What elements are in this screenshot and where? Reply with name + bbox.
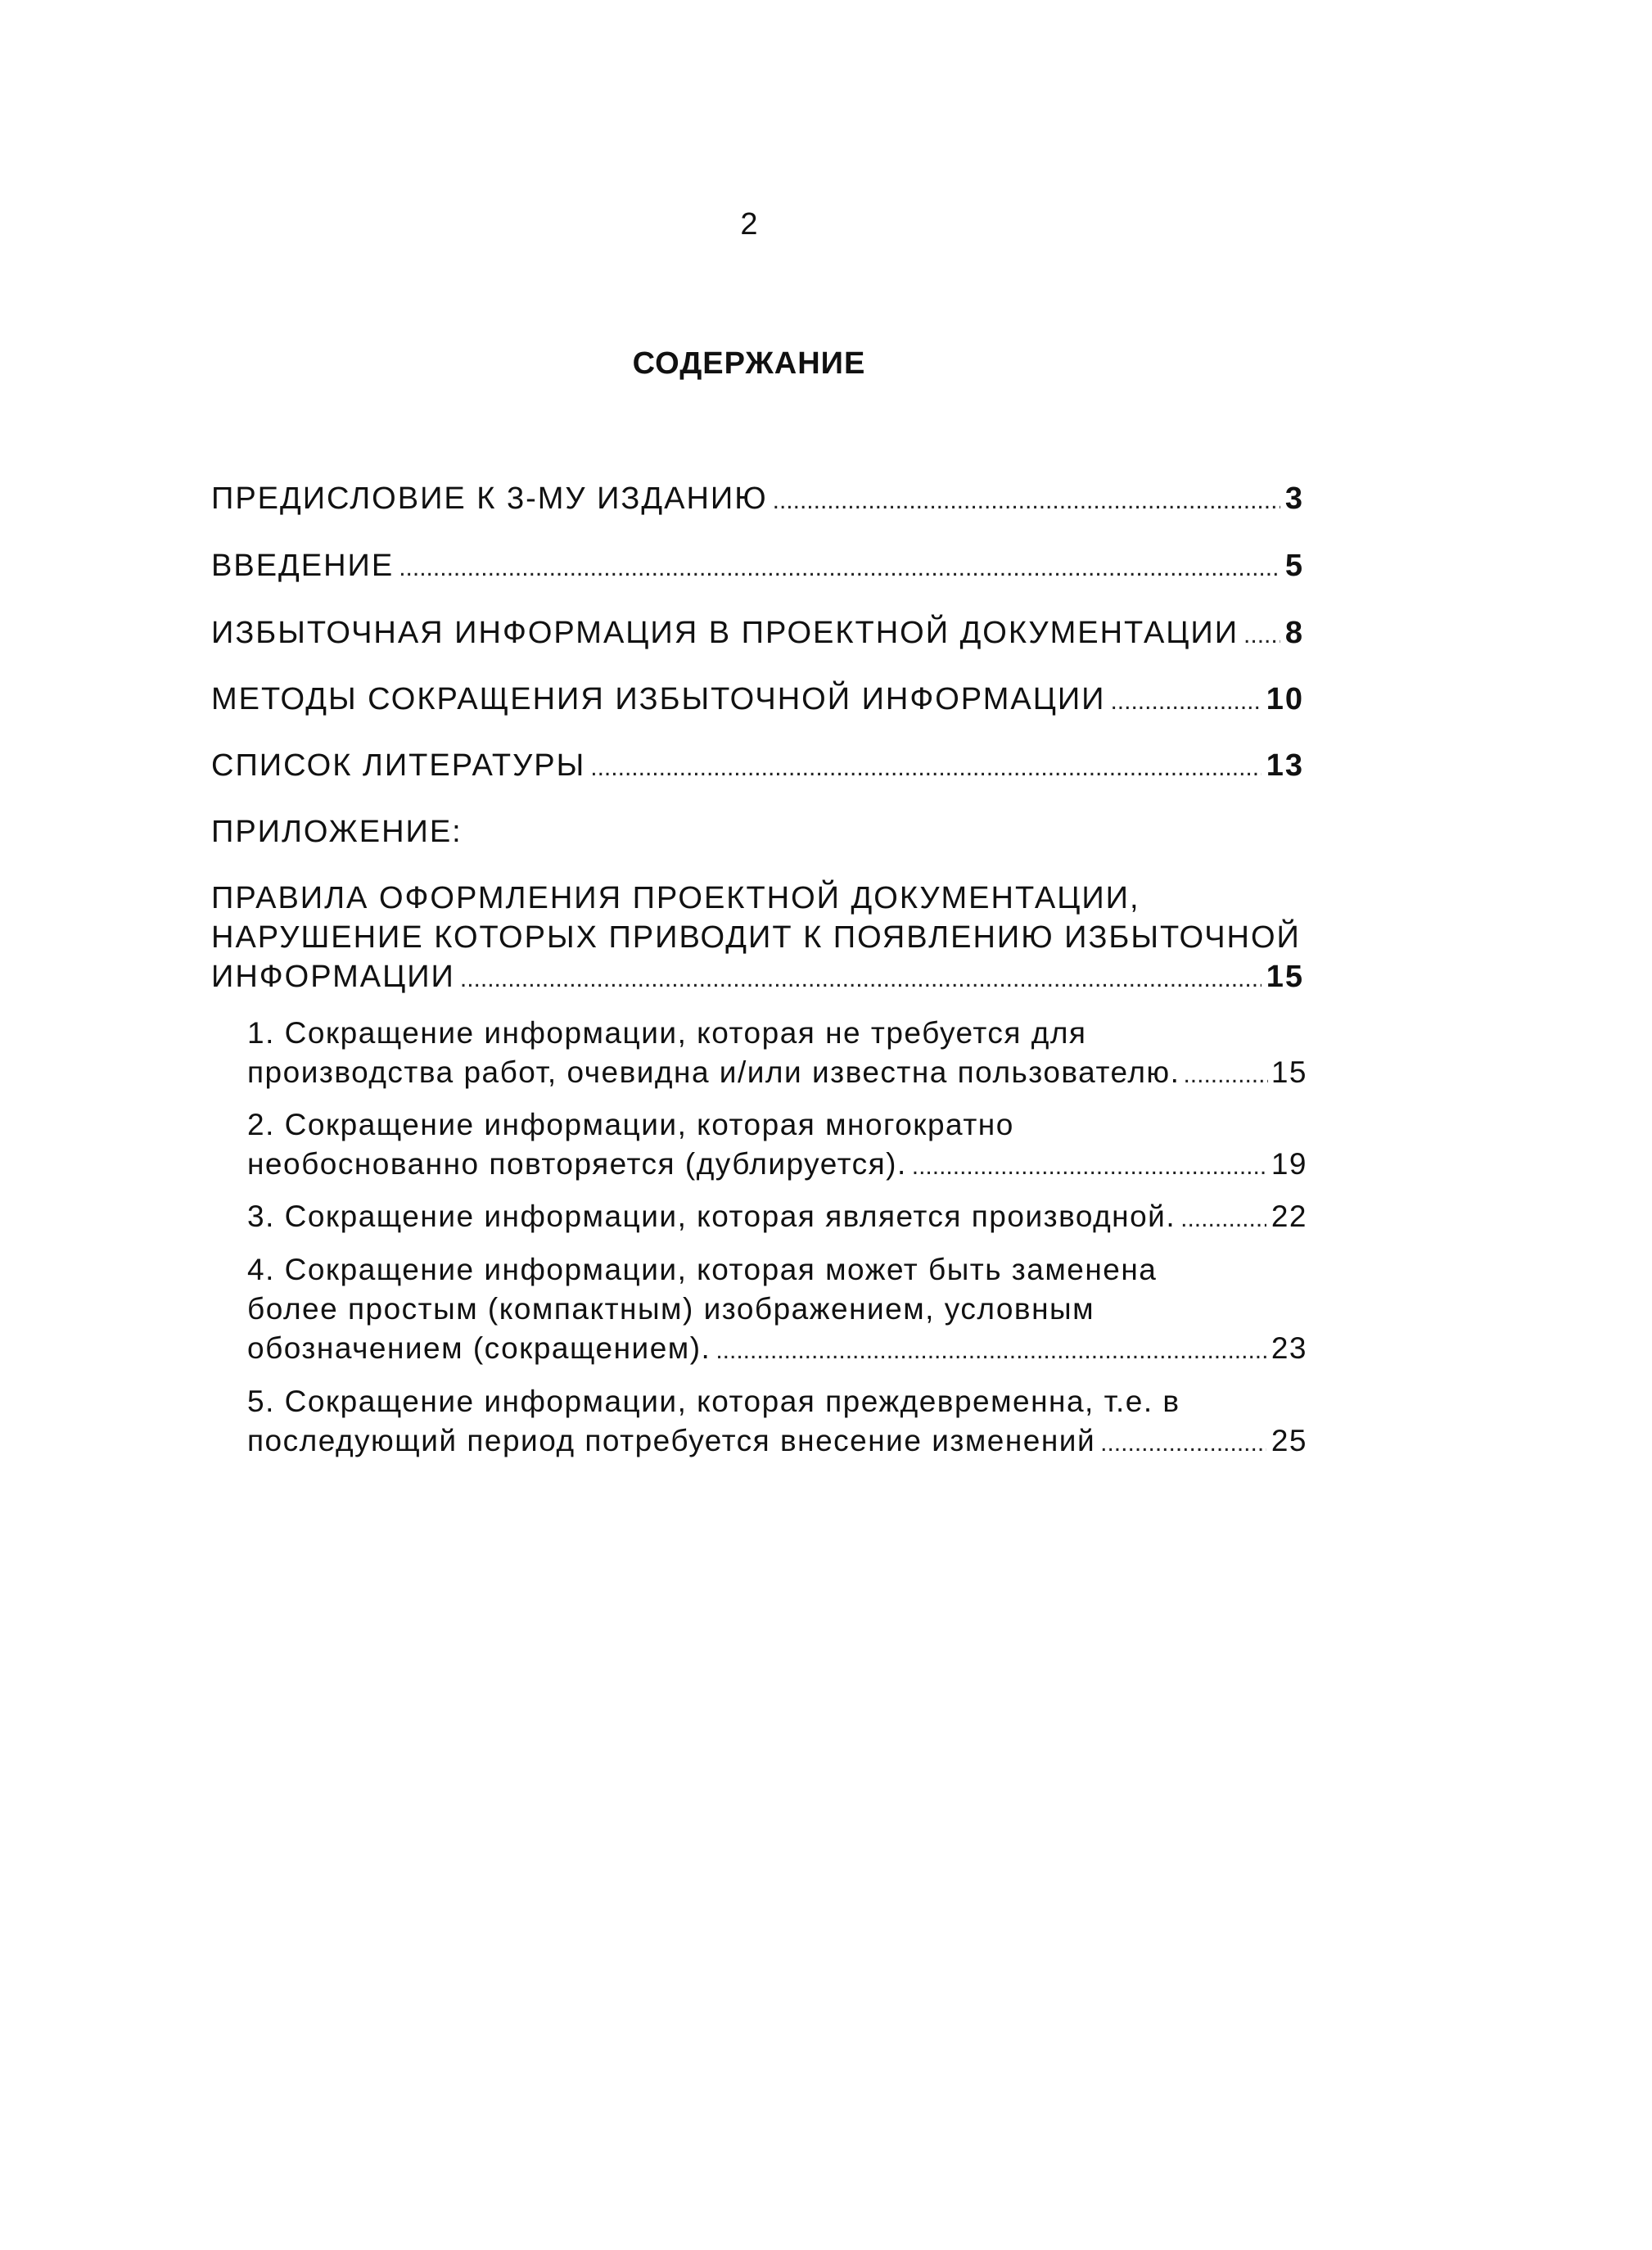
toc-subentry-text: 2. Сокращение информации, которая многократно xyxy=(247,1108,1014,1141)
toc-entry-introduction xyxy=(211,546,1304,588)
toc-subentry-text: необоснованно повторяется (дублируется). xyxy=(247,1147,907,1181)
dot-leader xyxy=(912,1145,1266,1186)
toc-entry-text: ПРЕДИСЛОВИЕ К 3-МУ ИЗДАНИЮ xyxy=(211,481,768,516)
toc-subentry-text: более простым (компактным) изображением, условным xyxy=(247,1292,1095,1326)
toc-subentry-text: 1. Сокращение информации, которая не требуется для xyxy=(247,1016,1087,1050)
dot-leader xyxy=(715,1329,1266,1371)
toc-entry-rules xyxy=(211,879,1304,999)
dot-leader xyxy=(1183,1053,1267,1095)
toc-entry-text: ИНФОРМАЦИИ xyxy=(211,960,455,994)
toc-entry-text: ПРИЛОЖЕНИЕ: xyxy=(211,815,463,849)
toc-entry-page: 10 xyxy=(1266,682,1304,716)
toc-subentry-1 xyxy=(247,1014,1307,1095)
toc-subentry-text: последующий период потребуется внесение изменений xyxy=(247,1424,1096,1457)
toc-subentry-page: 25 xyxy=(1271,1424,1307,1457)
toc-entry-text: ПРАВИЛА ОФОРМЛЕНИЯ ПРОЕКТНОЙ ДОКУМЕНТАЦИИ, xyxy=(211,881,1140,915)
dot-leader xyxy=(1100,1421,1266,1463)
toc-entry-page: 8 xyxy=(1284,616,1304,650)
dot-leader xyxy=(773,479,1280,521)
toc-entry-text: ВВЕДЕНИЕ xyxy=(211,549,395,583)
toc-subentry-text: 5. Сокращение информации, которая преждевременна, т.е. в xyxy=(247,1385,1180,1418)
toc-subentry-4 xyxy=(247,1250,1307,1371)
toc-subentry-page: 19 xyxy=(1271,1147,1307,1181)
dot-leader xyxy=(1110,680,1261,721)
toc-entry-appendix xyxy=(211,812,1304,852)
toc-subentry-text: обозначением (сокращением). xyxy=(247,1331,711,1365)
dot-leader xyxy=(460,957,1262,999)
toc-subentry-text: 3. Сокращение информации, которая является производной. xyxy=(247,1200,1176,1233)
dot-leader xyxy=(399,546,1280,588)
toc-subentry-5 xyxy=(247,1382,1307,1463)
toc-entry-text: ИЗБЫТОЧНАЯ ИНФОРМАЦИЯ В ПРОЕКТНОЙ ДОКУМЕНТАЦИИ xyxy=(211,616,1239,650)
toc-entry-redundant-info xyxy=(211,613,1304,655)
toc-title: СОДЕРЖАНИЕ xyxy=(632,346,866,381)
toc-entry-methods xyxy=(211,680,1304,721)
toc-subentry-text: производства работ, очевидна и/или известна пользователю. xyxy=(247,1055,1180,1089)
toc-entry-page: 3 xyxy=(1284,481,1304,516)
toc-subentry-page: 15 xyxy=(1271,1055,1307,1089)
toc-entry-preface xyxy=(211,479,1304,521)
toc-entry-page: 15 xyxy=(1266,960,1304,994)
toc-entry-text: МЕТОДЫ СОКРАЩЕНИЯ ИЗБЫТОЧНОЙ ИНФОРМАЦИИ xyxy=(211,682,1106,716)
toc-subentry-page: 23 xyxy=(1271,1331,1307,1365)
toc-entry-page: 5 xyxy=(1284,549,1304,583)
toc-subentry-3 xyxy=(247,1197,1307,1239)
dot-leader xyxy=(1180,1197,1266,1239)
toc-entry-page: 13 xyxy=(1266,748,1304,783)
toc-subentry-text: 4. Сокращение информации, которая может быть заменена xyxy=(247,1253,1158,1286)
toc-entry-text: СПИСОК ЛИТЕРАТУРЫ xyxy=(211,748,586,783)
dot-leader xyxy=(1244,613,1280,655)
dot-leader xyxy=(590,746,1261,788)
toc-subentry-page: 22 xyxy=(1271,1200,1307,1233)
toc-entry-references xyxy=(211,746,1304,788)
toc-subentry-2 xyxy=(247,1105,1307,1186)
toc-entry-text: НАРУШЕНИЕ КОТОРЫХ ПРИВОДИТ К ПОЯВЛЕНИЮ ИЗБЫТОЧНОЙ xyxy=(211,920,1301,955)
page-number: 2 xyxy=(740,207,758,242)
